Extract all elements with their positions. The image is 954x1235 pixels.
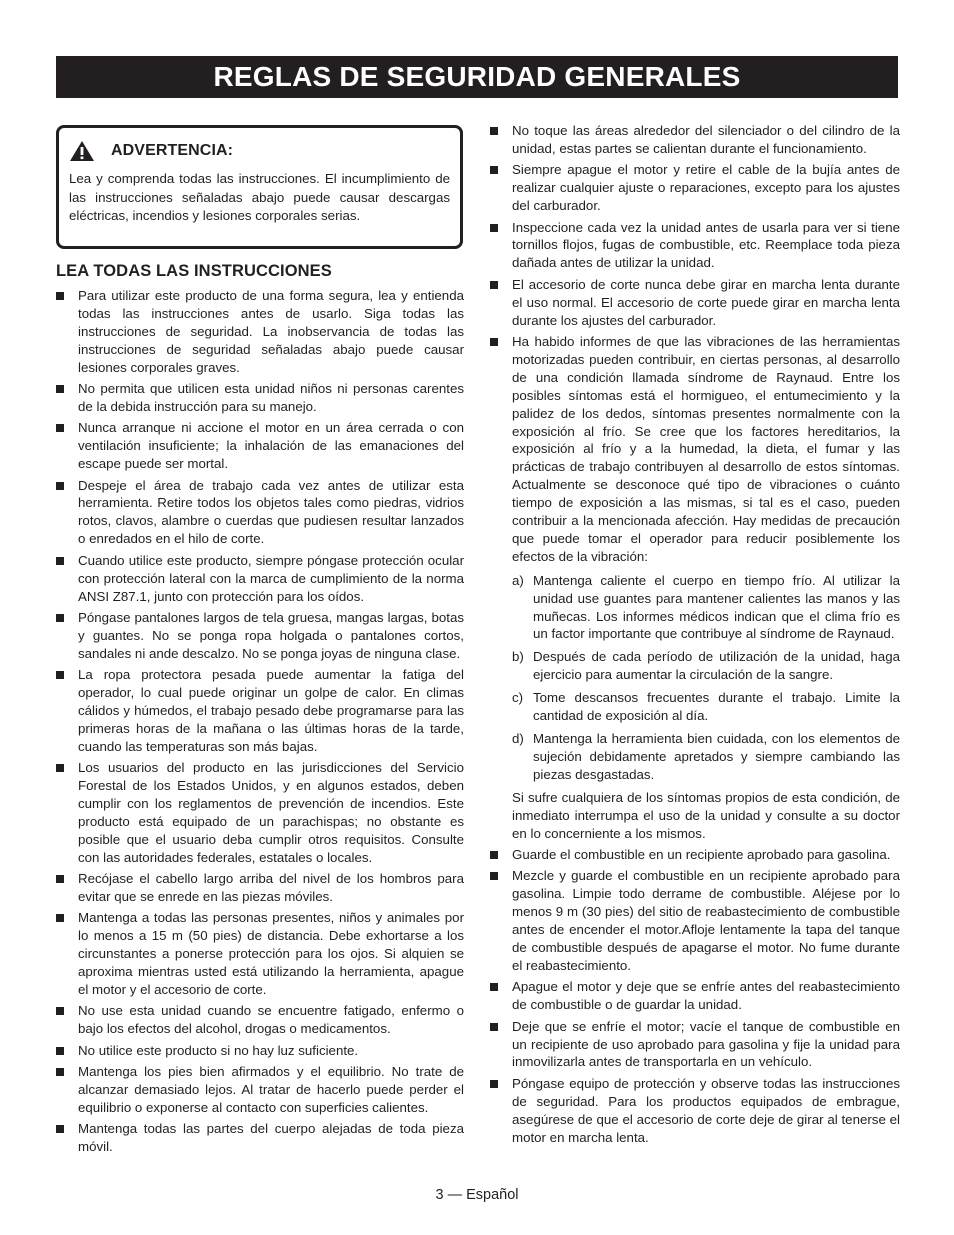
page-footer: 3 — Español (435, 1187, 519, 1203)
list-item-text: Póngase pantalones largos de tela gruesa, mangas largas, botas y guantes. No se ponga ropa holgada o pantalones cortos, sandales ni ande descalzo. No se ponga joyas de ninguna clase. (78, 609, 464, 661)
list-item-text: Recójase el cabello largo arriba del nivel de los hombros para evitar que se enrede en las piezas móviles. (78, 871, 464, 904)
list-item-text: Mantenga a todas las personas presentes, niños y animales por lo menos a 15 m (50 pies) de distancia. Debe exhortarse a los circunstantes a ponerse protección para los ojos. Si alquien se aproxima mientras usted está utilizando la herramienta, apague el motor y el accesorio de corte. (78, 910, 464, 998)
sub-item-text: Mantenga la herramienta bien cuidada, con los elementos de sujeción debidamente apretados y siempre cambiando las piezas desgastadas. (533, 731, 900, 782)
list-item-text: La ropa protectora pesada puede aumentar la fatiga del operador, lo cual puede originar un golpe de calor. En climas cálidos y húmedos, el trabajo pesado debe programarse para las primeras horas de la mañana o las últimas horas de la tarde, cuando las temperaturas son más bajas. (78, 667, 464, 754)
bullet-square-icon (56, 292, 64, 300)
sub-item-text: Mantenga caliente el cuerpo en tiempo frío. Al utilizar la unidad use guantes para mantener calientes las manos y las muñecas. Los informes médicos indican que el clima frío es un factor importante que contribuye al síndrome de Raynaud. (533, 572, 900, 642)
bullet-square-icon (56, 671, 64, 679)
list-item-text: No use esta unidad cuando se encuentre fatigado, enfermo o bajo los efectos del alcohol, drogas o medicamentos. (78, 1003, 464, 1037)
bullet-square-icon (56, 764, 64, 772)
bullet-square-icon (56, 385, 64, 393)
list-item-text: Siempre apague el motor y retire el cable de la bujía antes de realizar cualquier ajuste o reparaciones, excepto para los ajustes del carburador. (512, 162, 900, 214)
bullet-square-icon (56, 1125, 64, 1133)
bullet-square-icon (56, 482, 64, 490)
bullet-square-icon (490, 224, 498, 232)
list-item (490, 978, 900, 1014)
list-item-text: No utilice este producto si no hay luz suficiente. (78, 1042, 359, 1058)
sub-item (512, 648, 900, 684)
sub-item-text: Después de cada período de utilización de la unidad, haga ejercicio para aumentar la circulación de la sangre. (533, 649, 900, 683)
list-item (490, 122, 900, 158)
list-item-text: No toque las áreas alrededor del silenciador o del cilindro de la unidad, estas partes se calientan durante el funcionamiento. (512, 123, 900, 156)
bullet-square-icon (490, 338, 498, 346)
list-item-text: Deje que se enfríe el motor; vacíe el tanque de combustible en un recipiente de uso aprobado para gasolina y fije la unidad para inmovilizarla antes de transportarla en un vehículo. (512, 1018, 900, 1070)
raynaud-item (490, 333, 900, 842)
list-item (490, 219, 900, 273)
right-safety-list (490, 122, 900, 1146)
list-item (56, 759, 464, 866)
list-item (56, 909, 464, 999)
list-item-text: Despeje el área de trabajo cada vez antes de utilizar esta herramienta. Retire todos los objetos tales como piedras, vidrios rotos, clavos, alambre o cuerdas que pudiesen resultar lanzados o enredados en el hilo de corte. (78, 477, 464, 547)
sub-item-text: Tome descansos frecuentes durante el trabajo. Limite la cantidad de exposición al día. (533, 690, 900, 724)
list-item (56, 380, 464, 416)
sub-item-letter: d) (512, 731, 524, 746)
list-item-text: El accesorio de corte nunca debe girar en marcha lenta durante el uso normal. El accesorio de corte puede girar en marcha lenta durante los ajustes del carburador. (512, 276, 900, 328)
list-item (56, 870, 464, 906)
list-item (490, 867, 900, 974)
sub-item-letter: c) (512, 690, 524, 706)
bullet-square-icon (490, 1023, 498, 1031)
list-item-text: Nunca arranque ni accione el motor en un área cerrada o con ventilación insuficiente; la inhalación de las emanaciones del escape puede ser mortal. (78, 420, 464, 472)
raynaud-text: Ha habido informes de que las vibraciones de las herramientas motorizadas pueden contribuir, en ciertas personas, al desarrollo de una condición llamada síndrome de Raynaud. Entre los posibles síntomas está el hormigueo, el entumecimiento y la palidez de los dedos, síntomas presentes normalmente con la exposición al frío. Se cree que los factores hereditarios, la exposición al frío y a la humedad, la dieta, el fumar y las prácticas de trabajo contribuyen al desarrollo de estos síntomas. Actualmente se desconoce qué tipo de vibraciones o cuánto tiempo de exposición a las mismas, si tal es el caso, pueden contribuir a la mencionada afección. Hay medidas de precaución que puede tomar el operador para reducir posiblemente los efectos de la vibración: (512, 333, 900, 564)
list-item (56, 666, 464, 756)
list-item (490, 1018, 900, 1072)
sub-item-letter: a) (512, 572, 524, 588)
section-heading: LEA TODAS LAS INSTRUCCIONES (56, 262, 332, 280)
list-item (56, 1063, 464, 1117)
list-item-text: Mantenga los pies bien afirmados y el equilibrio. No trate de alcanzar demasiado lejos. Al tratar de hacerlo puede perder el equilibrio o exponerse al contacto con superficies calientes. (78, 1064, 464, 1115)
bullet-square-icon (56, 1007, 64, 1015)
bullet-square-icon (56, 1047, 64, 1055)
raynaud-followup-text: Si sufre cualquiera de los síntomas propios de esta condición, de inmediato interrumpa el uso de la unidad y consulte a su doctor en lo concerniente a los mismos. (512, 789, 900, 841)
list-item (56, 419, 464, 473)
list-item-text: No permita que utilicen esta unidad niños ni personas carentes de la debida instrucción para su manejo. (78, 381, 464, 414)
list-item (490, 1075, 900, 1147)
bullet-square-icon (56, 914, 64, 922)
warning-triangle-icon (69, 140, 95, 162)
warning-box (56, 125, 463, 249)
bullet-square-icon (490, 872, 498, 880)
bullet-square-icon (490, 983, 498, 991)
sub-item-letter: b) (512, 649, 524, 665)
bullet-square-icon (490, 281, 498, 289)
right-column (490, 122, 900, 1150)
list-item (490, 846, 900, 864)
list-item (490, 161, 900, 215)
left-column (56, 125, 464, 1160)
list-item-text: Cuando utilice este producto, siempre póngase protección ocular con protección lateral con la marca de cumplimiento de la norma ANSI Z87.1, junto con protección para los oídos. (78, 552, 464, 604)
bullet-square-icon (490, 1080, 498, 1088)
list-item (56, 287, 464, 377)
list-item (490, 276, 900, 330)
bullet-square-icon (56, 614, 64, 622)
bullet-square-icon (490, 851, 498, 859)
page-title: REGLAS DE SEGURIDAD GENERALES (213, 61, 741, 92)
list-item (56, 1042, 464, 1060)
list-item (56, 1002, 464, 1038)
list-item (56, 609, 464, 663)
list-item-text: Para utilizar este producto de una forma segura, lea y entienda todas las instrucciones antes de usarlo. Siga todas las instrucciones de seguridad. La inobservancia de todas las instrucciones de seguridad señaladas abajo puede causar lesiones corporales graves. (78, 288, 464, 375)
list-item-text: Los usuarios del producto en las jurisdicciones del Servicio Forestal de los Estados Unidos, y en algunos estados, deben cumplir con los reglamentos de prevención de incendios. Este producto está equipado de un parachispas; no obstante es posible que el usuario deba cumplir otros requisitos. Consulte con las autoridades federales, estatales o locales. (78, 760, 464, 865)
bullet-square-icon (56, 424, 64, 432)
bullet-square-icon (56, 557, 64, 565)
list-item-text: Mezcle y guarde el combustible en un recipiente aprobado para gasolina. Limpie todo derrame de combustible. Aléjese por lo menos 9 m (30 pies) del sitio de reabastecimiento de combustible antes de encender el motor.Afloje lentamente la tapa del tanque de combustible después de apagarse el motor. No fume durante el reabastecimiento. (512, 868, 900, 973)
list-item-text: Guarde el combustible en un recipiente aprobado para gasolina. (512, 846, 891, 862)
warning-title: ADVERTENCIA: (111, 142, 234, 159)
list-item (56, 477, 464, 549)
bullet-square-icon (490, 127, 498, 135)
list-item-text: Póngase equipo de protección y observe todas las instrucciones de seguridad. Para los productos equipados de embrague, asegúrese de que el accesorio de corte deje de girar al tenerse el motor en marcha lenta. (512, 1075, 900, 1145)
list-item-text: Apague el motor y deje que se enfríe antes del reabastecimiento de combustible o de guardar la unidad. (512, 979, 900, 1013)
raynaud-sublist (512, 572, 900, 784)
sub-item (512, 730, 900, 784)
bullet-square-icon (56, 1068, 64, 1076)
list-item (56, 1120, 464, 1156)
list-item (56, 552, 464, 606)
bullet-square-icon (490, 166, 498, 174)
warning-text: Lea y comprenda todas las instrucciones. El incumplimiento de las instrucciones señaladas abajo puede causar descargas eléctricas, incendios y lesiones corporales serias. (69, 171, 450, 223)
list-item-text: Mantenga todas las partes del cuerpo alejadas de toda pieza móvil. (78, 1121, 464, 1155)
sub-item (512, 572, 900, 644)
sub-item (512, 689, 900, 725)
bullet-square-icon (56, 875, 64, 883)
warning-header (69, 140, 450, 162)
title-banner (56, 56, 898, 98)
list-item-text: Inspeccione cada vez la unidad antes de usarla para ver si tiene tornillos flojos, fugas de combustible, etc. Reemplace toda pieza dañada antes de utilizar la unidad. (512, 219, 900, 271)
left-safety-list (56, 287, 464, 1156)
